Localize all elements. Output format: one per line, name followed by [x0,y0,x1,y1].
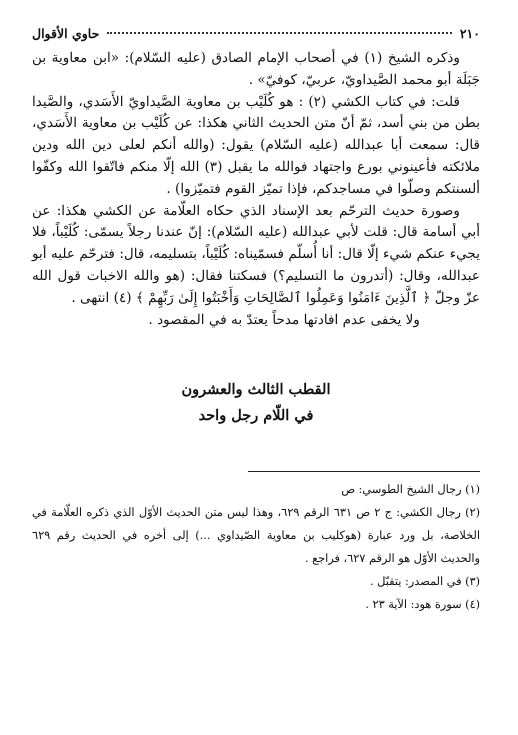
footnote-3: (٣) في المصدر: يتقبّل . [369,575,480,589]
section-subtitle: في اللّام رجل واحد [198,407,314,425]
section-heading [32,377,480,429]
paragraph-sheikh: وذكره الشيخ (١) في أصحاب الإمام الصادق (عليه السّلام): «ابن معاوية بن جَبَلَة أبو محمد الصَّيداويّ، عربيّ، كوفيّ» . [32,50,480,88]
footnote-separator [248,471,480,472]
paragraph-kashi: قلت: في كتاب الكشي (٢) : هو كُلَيْب بن معاوية الصَّيداويّ الأَسَدي، والصَّيدا بطن من بني أسد، ثمّ أنّ متن الحديث الثاني هكذا: عن كُلَيْب بن معاوية الأَسَدي، قال: سمعت أبا عبدالله (عليه السّلام) يقول: (والله أنكم لعلى دين الله ودين ملائكته فأعينوني بورع واجتهاد فوالله ما يقبل (٣) الله إلّا منكم فاتّقوا الله وكفّوا ألسنتكم وصلّوا في مساجدكم، فإذا تميّز القوم فتميّزوا) . [32,93,480,197]
footnote-1: (١) رجال الشيخ الطوسي: ص [341,483,480,497]
main-text [32,48,480,331]
book-title: حاوي الأقوال [32,26,100,41]
running-header [32,26,480,48]
footnote-2: (٢) رجال الكشي: ج ٢ ص ٦٣١ الرقم ٦٢٩، وهذا ليس متن الحديث الأوّل الذي ذكره العلّامة في الخلاصة، بل ورد عبارة (هوكليب بن معاوية الصّيداوي ...) إلى أخره في الحديث رقم ٦٢٩ والحديث الأوّل هو الرقم ٦٢٧، فراجع . [32,506,480,566]
header-dot-leader [107,32,452,34]
footnote-4: (٤) سورة هود: الآية ٢٣ . [365,598,480,612]
footnotes [32,478,480,616]
section-title: القطب الثالث والعشرون [181,381,331,399]
page-number: ٢١٠ [459,26,480,41]
paragraph-conclusion: ولا يخفى عدم افادتها مدحاً يعتدّ به في المقصود . [148,311,420,328]
paragraph-tarahhum: وصورة حديث الترحّم بعد الإسناد الذي حكاه العلّامة عن الكشي هكذا: عن أبي أسامة قال: قلت لأبي عبدالله (عليه السّلام): إنّ عندنا رجلاً يسمّى: كُلَيْباً، فلا يجيء عنكم شيء إلّا قال: أنا أُسلّم فسمّيناه: كُلَيْباً، بتسليمه، قال: فترحّم عليه أبو عبدالله، وقال: (أتدرون ما التسليم؟) فسكتنا فقال: (هو والله الاخبات قول الله عزّ وجلّ ﴿ ٱلَّذِينَ ءَامَنُوا وَعَمِلُوا ٱلصَّالِحَاتِ وَأَخْبَتُوا إِلَىٰ رَبِّهِمْ ﴾ (٤) انتهى . [32,202,480,306]
